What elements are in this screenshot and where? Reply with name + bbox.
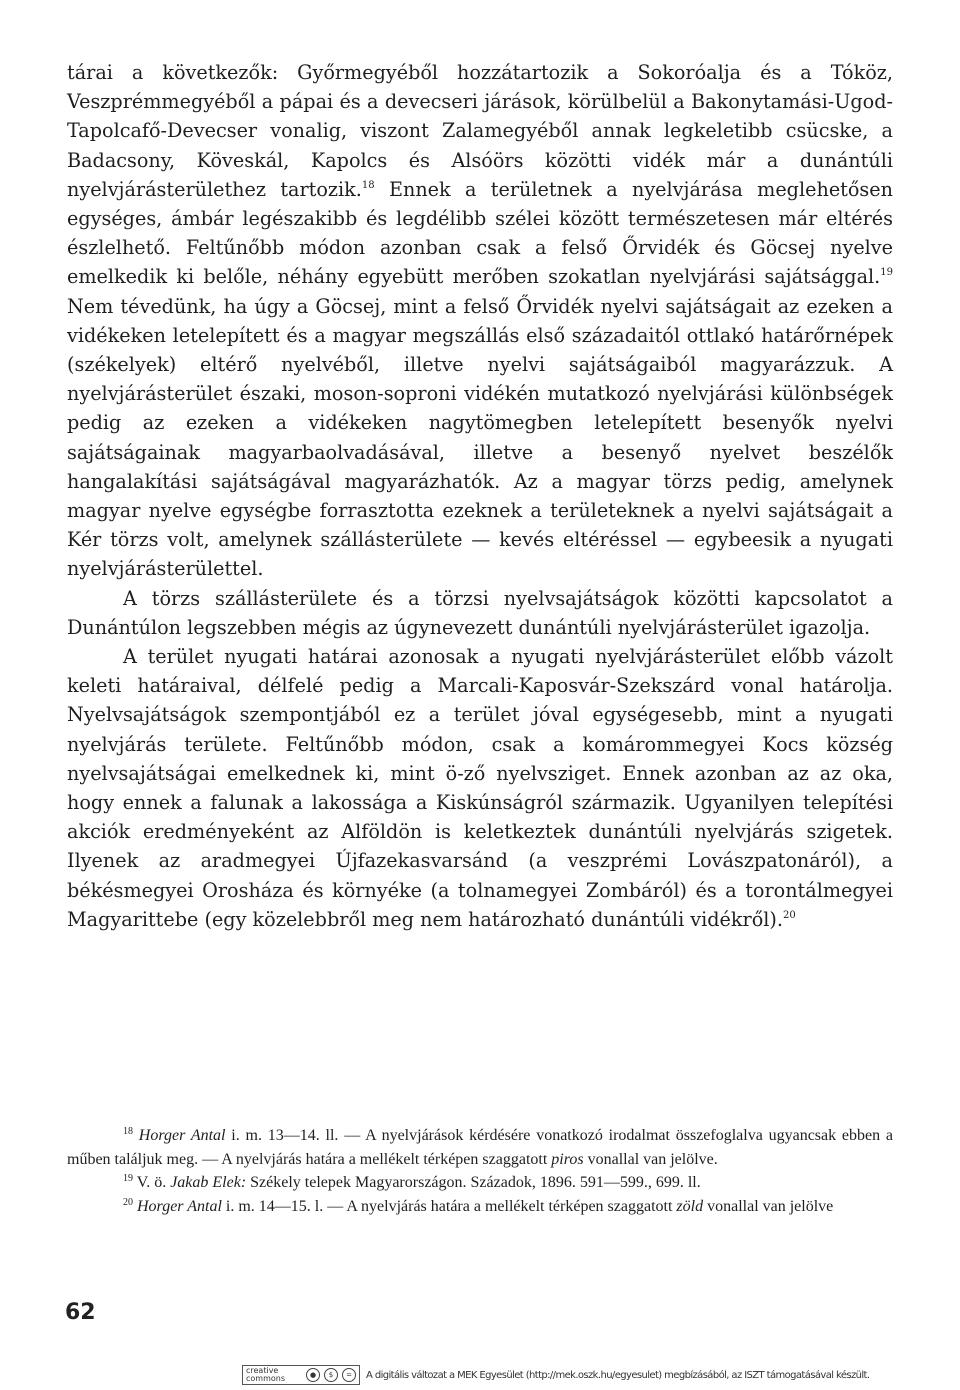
footnote-ref: 20: [123, 1196, 133, 1208]
main-text: [67, 58, 893, 934]
cc-nd-icon: =: [342, 1368, 356, 1382]
footnote-ref: 20: [783, 909, 796, 921]
license-text: A digitális változat a MEK Egyesület (http://mek.oszk.hu/egyesulet) megbízásából, az ISZT támogatásával készült.: [366, 1369, 870, 1381]
text-run: Nem tévedünk, ha úgy a Göcsej, mint a felső Őrvidék nyelvi sajátságait az ezeken a vidékeken letelepített és a magyar megszállás első századaitól ottlakó határőrnépek (székelyek) eltérő nyelvéből, illetve nyelvi sajátságaiból magyarázzuk. A nyelvjárásterület északi, moson-soproni vidékén mutatkozó nyelvjárási különbségek pedig az ezeken a vidékeken nagytömegben letelepített besenyők nyelvi sajátságainak magyarbaolvadásával, illetve a besenyő nyelvet beszélők hangalakítási sajátságával magyarázhatók. Az a magyar törzs pedig, amelynek magyar nyelve egységbe forrasztotta ezeknek a területeknek a nyelvi sajátságait a Kér törzs volt, amelynek szállásterülete — kevés eltéréssel — egybeesik a nyugati nyelvjárásterülettel.: [67, 294, 893, 581]
footnote-ref: 18: [123, 1126, 133, 1137]
paragraph: [67, 584, 893, 642]
footnote-ref: 18: [361, 179, 375, 191]
cc-by-icon: ●: [306, 1368, 320, 1382]
italic-text: Jakab Elek:: [170, 1174, 247, 1192]
creative-commons-badge[interactable]: [242, 1365, 360, 1385]
paragraph: [67, 58, 893, 584]
text-run: i. m. 13—14. ll. — A nyelvjárások kérdésére vonatkozó irodalmat összefoglalva ugyancsak ebben a műben találjuk meg. — A nyelvjárás határa a mellékelt térképen szaggatott: [67, 1127, 894, 1168]
footnote-ref: 19: [880, 267, 893, 279]
license-footer: [242, 1365, 869, 1385]
text-run: V. ö.: [133, 1174, 171, 1192]
footnote: [67, 1124, 893, 1171]
footnote-ref: 19: [123, 1173, 133, 1185]
text-run: A törzs szállásterülete és a törzsi nyelvsajátságok közötti kapcsolatot a Dunántúlon legszebben mégis az úgynevezett dunántúli nyelvjárásterület igazolja.: [67, 586, 893, 639]
cc-nc-icon: $: [324, 1368, 338, 1382]
text-run: Székely telepek Magyarországon. Századok, 1896. 591—599., 699. ll.: [246, 1174, 701, 1192]
cc-label: creative commons: [246, 1366, 286, 1383]
text-run: i. m. 14—15. l. — A nyelvjárás határa a mellékelt térképen szaggatott: [221, 1197, 677, 1215]
text-run: tárai a következők: Győrmegyéből hozzátartozik a Sokoróalja és a Tóköz, Veszprémmegyéből a pápai és a devecseri járások, körülbelül a Bakonytamási-Ugod-Tapolcafő-Devecser vonalig, viszont Zalamegyéből annak legkeletibb csücske, a Badacsony, Köveskál, Kapolcs és Alsóörs közötti vidék már a dunántúli nyelvjárásterülethez tartozik.: [67, 61, 893, 201]
text-run: A terület nyugati határai azonosak a nyugati nyelvjárásterület előbb vázolt keleti határaival, délfelé pedig a Marcali-Kaposvár-Szekszárd vonal határolja. Nyelvsajátságok szempontjából ez a terület jóval egységesebb, mint a nyugati nyelvjárás területe. Feltűnőbb módon, csak a komárommegyei Kocs község nyelvsajátságai emelkednek ki, mint ö-ző nyelvsziget. Ennek azonban az az oka, hogy ennek a falunak a lakossága a Kiskúnságról származik. Ugyanilyen telepítési akciók eredményeként az Alföldön is keletkeztek dunántúli nyelvjárás szigetek. Ilyenek az aradmegyei Újfazekasvarsánd (a veszprémi Lovászpatonáról), a békésmegyei Orosháza és környéke (a tolnamegyei Zombáról) és a torontálmegyei Magyarittebe (egy közelebbről meg nem határozható dunántúli vidékről).: [67, 645, 893, 931]
italic-text: zöld: [676, 1197, 704, 1215]
paragraph: [67, 642, 893, 934]
footnotes: [67, 1124, 893, 1218]
footnote: [67, 1171, 893, 1195]
italic-text: Horger Antal: [138, 1127, 226, 1144]
footnote: [67, 1195, 893, 1219]
text-run: vonallal van jelölve.: [583, 1150, 718, 1168]
page-number: 62: [65, 1300, 96, 1325]
italic-text: piros: [551, 1150, 584, 1168]
italic-text: Horger Antal: [137, 1197, 222, 1215]
text-run: Ennek a területnek a nyelvjárása meglehetősen egységes, ámbár legészakibb és legdélibb szélei között természetesen már eltérés észlelhető. Feltűnőbb módon azonban csak a felső Őrvidék és Göcsej nyelve emelkedik ki belőle, néhány egyebütt merőben szokatlan nyelvjárási sajátsággal.: [67, 177, 893, 289]
text-run: vonallal van jelölve: [703, 1197, 834, 1215]
